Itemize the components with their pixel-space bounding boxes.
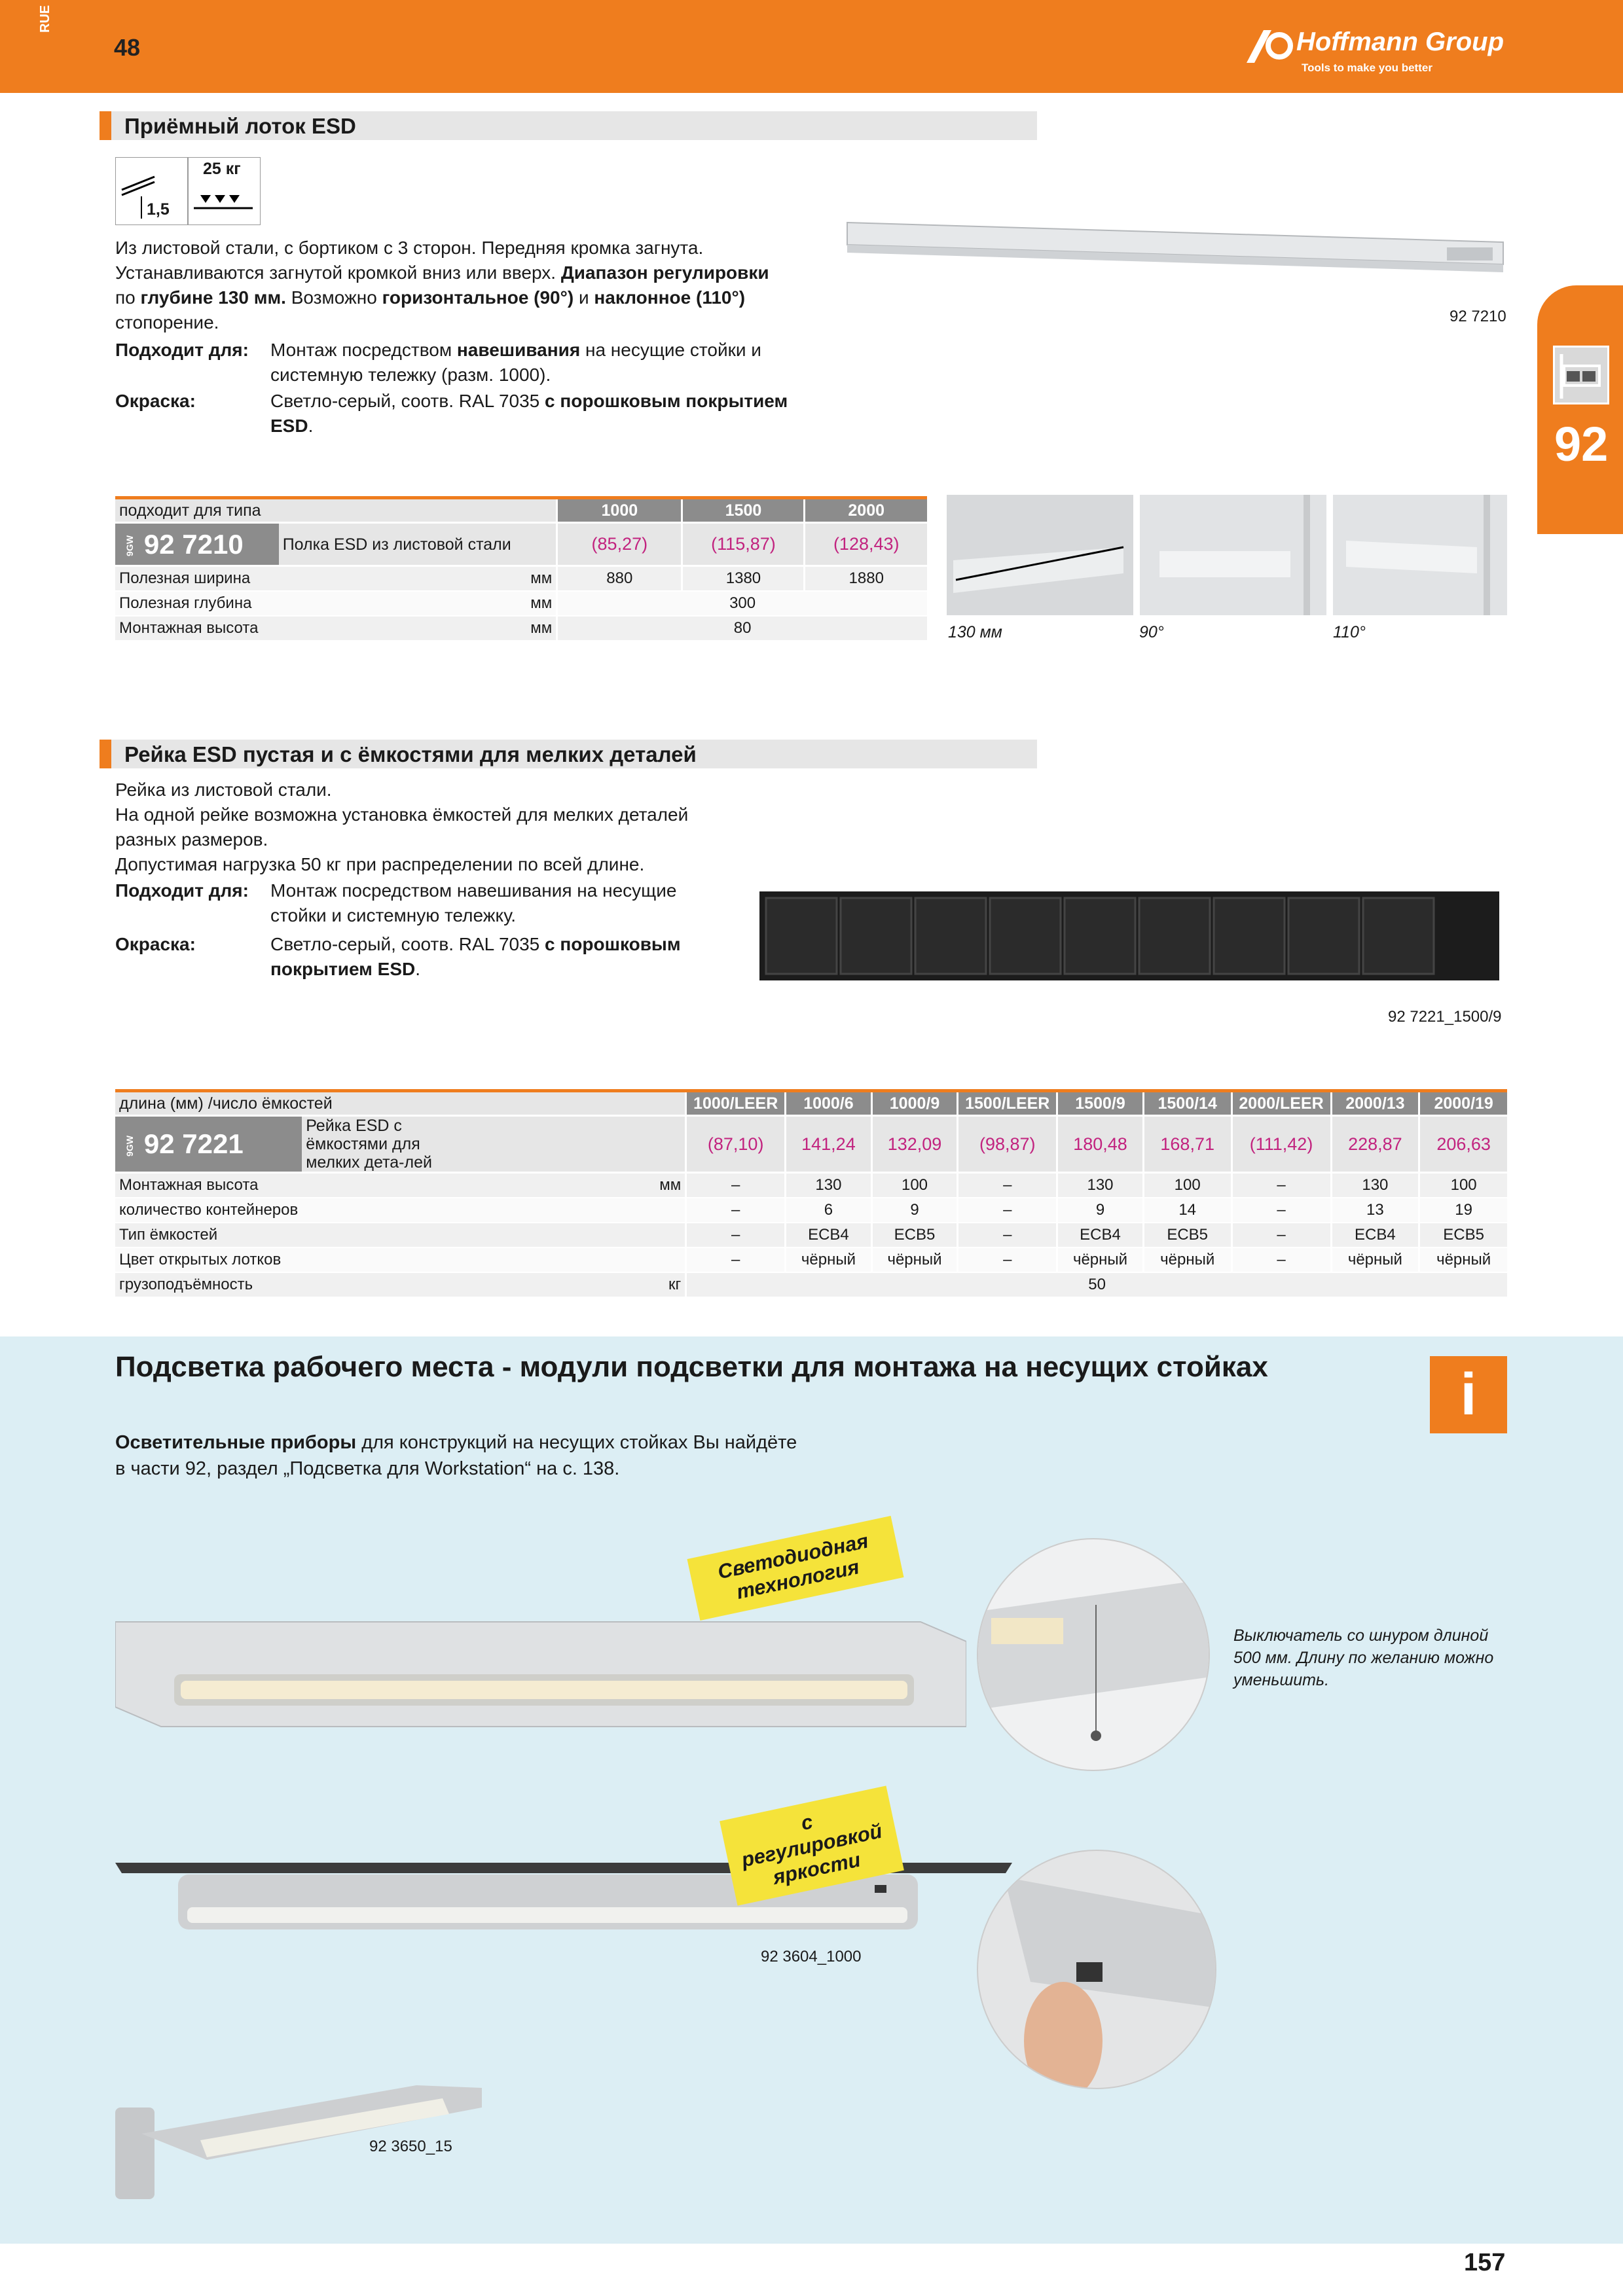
row-label: Тип ёмкостей (115, 1223, 302, 1247)
col-header: 1000/9 (871, 1091, 958, 1116)
row-unit (302, 1223, 685, 1247)
desc-bold: горизонтальное (90°) (382, 287, 574, 308)
cell: чёрный (1143, 1247, 1231, 1272)
col-header: 2000/13 (1331, 1091, 1419, 1116)
article-desc: Полка ESD из листовой стали (279, 523, 557, 566)
chapter-number: 92 (1554, 417, 1609, 471)
cell: 880 (557, 566, 682, 591)
col-header: 1000/6 (786, 1091, 872, 1116)
price: 206,63 (1419, 1116, 1507, 1173)
depth-image (947, 495, 1133, 615)
paint-label: Окраска: (115, 934, 196, 954)
cell: – (686, 1247, 786, 1272)
paint-value (270, 389, 820, 439)
heading-marker (100, 111, 111, 140)
article-no-text: 92 7221 (143, 1128, 244, 1159)
hoffmann-logo-icon (1244, 26, 1296, 65)
price: 180,48 (1057, 1116, 1144, 1173)
cell: 1880 (805, 566, 927, 591)
col-header: 1500/9 (1057, 1091, 1144, 1116)
cell: чёрный (1331, 1247, 1419, 1272)
price: 168,71 (1143, 1116, 1231, 1173)
cell: 100 (1419, 1173, 1507, 1198)
cell: – (686, 1173, 786, 1198)
desc-line: Рейка из листовой стали. (115, 780, 332, 800)
price: (115,87) (682, 523, 805, 566)
row-unit: мм (302, 1173, 685, 1198)
lamp-spot-image (115, 2062, 482, 2206)
cell: ECB4 (786, 1223, 872, 1247)
header-bar (0, 0, 1623, 93)
fits-bold: навешивания (456, 340, 581, 360)
load-capacity-label: 25 кг (203, 160, 241, 178)
desc-line: На одной рейке возможна установка ёмкостей для мелких деталей (115, 804, 689, 825)
cell: 100 (871, 1173, 958, 1198)
lamp2-caption: 92 3604_1000 (761, 1948, 862, 1965)
fits-for-row (115, 878, 822, 931)
row-label: Монтажная высота (115, 1173, 302, 1198)
switch-note: Выключатель со шнуром длиной 500 мм. Длину по желанию можно уменьшить. (1233, 1626, 1494, 1689)
section-title: Приёмный лоток ESD (124, 114, 356, 138)
section2-description (115, 778, 822, 877)
desc-line: Возможно (291, 287, 377, 308)
price: (111,42) (1231, 1116, 1331, 1173)
tray-table (115, 496, 927, 641)
cell: 13 (1331, 1198, 1419, 1223)
col-header: 1000 (557, 498, 682, 523)
paint-bold: с порошковым покрытием ESD (270, 391, 788, 436)
fits-label: Подходит для: (115, 880, 249, 901)
section-heading-rail (100, 740, 1037, 768)
cell: 6 (786, 1198, 872, 1223)
cell: 9 (1057, 1198, 1144, 1223)
info-bold: Осветительные приборы (115, 1432, 357, 1453)
horizontal-image (1140, 495, 1326, 615)
fits-text: на несущие стойки и системную тележку (разм. 1000). (270, 340, 761, 385)
cell: 100 (1143, 1173, 1231, 1198)
article-number (115, 523, 279, 566)
row-unit (302, 1198, 685, 1223)
workstation-icon (1553, 346, 1609, 404)
col-header: 2000/19 (1419, 1091, 1507, 1116)
price: 132,09 (871, 1116, 958, 1173)
tray-caption: 92 7210 (1450, 308, 1506, 325)
chapter-tab[interactable] (1537, 285, 1623, 534)
angle-caption-90: 90° (1139, 623, 1164, 641)
price: (128,43) (805, 523, 927, 566)
cell: 130 (1057, 1173, 1144, 1198)
col-header: 2000/LEER (1231, 1091, 1331, 1116)
cell: ECB4 (1331, 1223, 1419, 1247)
price: 141,24 (786, 1116, 872, 1173)
row-label: Полезная глубина (115, 591, 279, 616)
dimmer-closeup-image (977, 1850, 1216, 2089)
brand-name: Hoffmann Group (1296, 27, 1504, 56)
row-unit (302, 1247, 685, 1272)
desc-line: и (578, 287, 589, 308)
col-header: 1500/14 (1143, 1091, 1231, 1116)
fits-for-row (115, 338, 822, 387)
tray-image (845, 209, 1506, 275)
col-header: 1500/LEER (958, 1091, 1057, 1116)
paint-label: Окраска: (115, 391, 196, 411)
col-header: 2000 (805, 498, 927, 523)
col-header: 1000/LEER (686, 1091, 786, 1116)
cell: – (686, 1198, 786, 1223)
brand-tagline: Tools to make you better (1302, 62, 1432, 74)
lamp3-caption: 92 3650_15 (369, 2138, 452, 2155)
cell: – (1231, 1198, 1331, 1223)
article-prefix: 9GW (124, 535, 135, 557)
section-title: Рейка ESD пустая и с ёмкостями для мелких деталей (124, 742, 697, 766)
desc-line: Устанавливаются загнутой кромкой вниз или вверх. (115, 262, 556, 283)
cell: 1380 (682, 566, 805, 591)
row-label: Полезная ширина (115, 566, 279, 591)
info-icon[interactable]: i (1430, 1356, 1507, 1433)
paint-row (115, 389, 822, 439)
row-unit: мм (279, 591, 557, 616)
desc-line: по (115, 287, 136, 308)
heading-marker (100, 740, 111, 768)
price: (87,10) (686, 1116, 786, 1173)
page-number-bottom: 157 (1464, 2249, 1506, 2276)
paint-text: . (415, 959, 421, 979)
paint-bold: с порошковым покрытием ESD (270, 934, 681, 979)
desc-line: разных размеров. (115, 829, 268, 850)
price: (85,27) (557, 523, 682, 566)
led-tech-tag: Светодиодная технология (687, 1516, 903, 1621)
price: (98,87) (958, 1116, 1057, 1173)
info-line: для конструкций на несущих стойках Вы найдёте (361, 1432, 797, 1453)
paint-text: Светло-серый, соотв. RAL 7035 (270, 934, 540, 954)
desc-bold: глубине 130 мм. (140, 287, 286, 308)
cell: – (1231, 1223, 1331, 1247)
col-header: 1500 (682, 498, 805, 523)
cell: чёрный (1419, 1247, 1507, 1272)
sheet-thickness-label: 1,5 (147, 200, 170, 219)
cell: 80 (557, 616, 927, 641)
paint-text: Светло-серый, соотв. RAL 7035 (270, 391, 540, 411)
lamp-led-image (115, 1615, 966, 1733)
info-title: Подсветка рабочего места - модули подсветки для монтажа на несущих стойках (115, 1351, 1268, 1383)
desc-line: Из листовой стали, с бортиком с 3 сторон. Передняя кромка загнута. (115, 238, 704, 258)
type-label: длина (мм) /число ёмкостей (115, 1091, 686, 1116)
row-label: Цвет открытых лотков (115, 1247, 302, 1272)
cell: 130 (1331, 1173, 1419, 1198)
bins-image (759, 878, 1499, 990)
page-number-top: 48 (114, 34, 141, 61)
inclined-image (1333, 495, 1507, 615)
article-no-text: 92 7210 (143, 528, 244, 560)
desc-line: стопорение. (115, 312, 219, 332)
desc-bold: наклонное (110°) (594, 287, 746, 308)
angle-caption-110: 110° (1333, 623, 1366, 641)
cell: – (958, 1198, 1057, 1223)
paint-row (115, 932, 822, 984)
cell: ECB5 (1419, 1223, 1507, 1247)
paint-text: . (308, 416, 314, 436)
type-label: подходит для типа (115, 498, 557, 523)
cell: чёрный (786, 1247, 872, 1272)
desc-bold: Диапазон регулировки (560, 262, 769, 283)
row-unit: мм (279, 566, 557, 591)
row-unit: мм (279, 616, 557, 641)
cell: 300 (557, 591, 927, 616)
spec-icons (115, 157, 261, 225)
section1-description (115, 236, 822, 335)
info-line: в части 92, раздел „Подсветка для Workstation“ на с. 138. (115, 1458, 620, 1479)
dimmable-tag: с регулировкой яркости (720, 1785, 904, 1905)
fits-value (270, 338, 820, 387)
paint-value (270, 932, 702, 982)
row-label: Монтажная высота (115, 616, 279, 641)
bins-caption: 92 7221_1500/9 (1388, 1008, 1502, 1026)
cell: 50 (686, 1272, 1507, 1297)
cell: – (958, 1173, 1057, 1198)
angle-caption-depth: 130 мм (948, 623, 1002, 641)
cell: 19 (1419, 1198, 1507, 1223)
article-number (115, 1116, 302, 1173)
cell: 130 (786, 1173, 872, 1198)
cell: ECB5 (1143, 1223, 1231, 1247)
row-label: грузоподъёмность (115, 1272, 302, 1297)
switch-closeup-image (977, 1538, 1210, 1771)
cell: ECB5 (871, 1223, 958, 1247)
desc-line: Допустимая нагрузка 50 кг при распределении по всей длине. (115, 854, 645, 874)
cell: 14 (1143, 1198, 1231, 1223)
cell: – (958, 1223, 1057, 1247)
cell: – (1231, 1173, 1331, 1198)
cell: – (686, 1223, 786, 1247)
row-label: количество контейнеров (115, 1198, 302, 1223)
info-text (115, 1429, 797, 1482)
edge-code: RUE (38, 5, 52, 33)
row-unit: кг (302, 1272, 685, 1297)
section-heading-tray (100, 111, 1037, 140)
rail-table (115, 1089, 1507, 1298)
cell: 9 (871, 1198, 958, 1223)
cell: чёрный (1057, 1247, 1144, 1272)
fits-label: Подходит для: (115, 340, 249, 360)
cell: чёрный (871, 1247, 958, 1272)
cell: ECB4 (1057, 1223, 1144, 1247)
cell: – (1231, 1247, 1331, 1272)
article-prefix: 9GW (124, 1135, 135, 1157)
fits-value: Монтаж посредством навешивания на несущие стойки и системную тележку. (270, 880, 677, 925)
brand-logo (1244, 21, 1512, 80)
cell: – (958, 1247, 1057, 1272)
fits-text: Монтаж посредством (270, 340, 452, 360)
article-desc: Рейка ESD с ёмкостями для мелких дета-лей (302, 1116, 685, 1173)
price: 228,87 (1331, 1116, 1419, 1173)
